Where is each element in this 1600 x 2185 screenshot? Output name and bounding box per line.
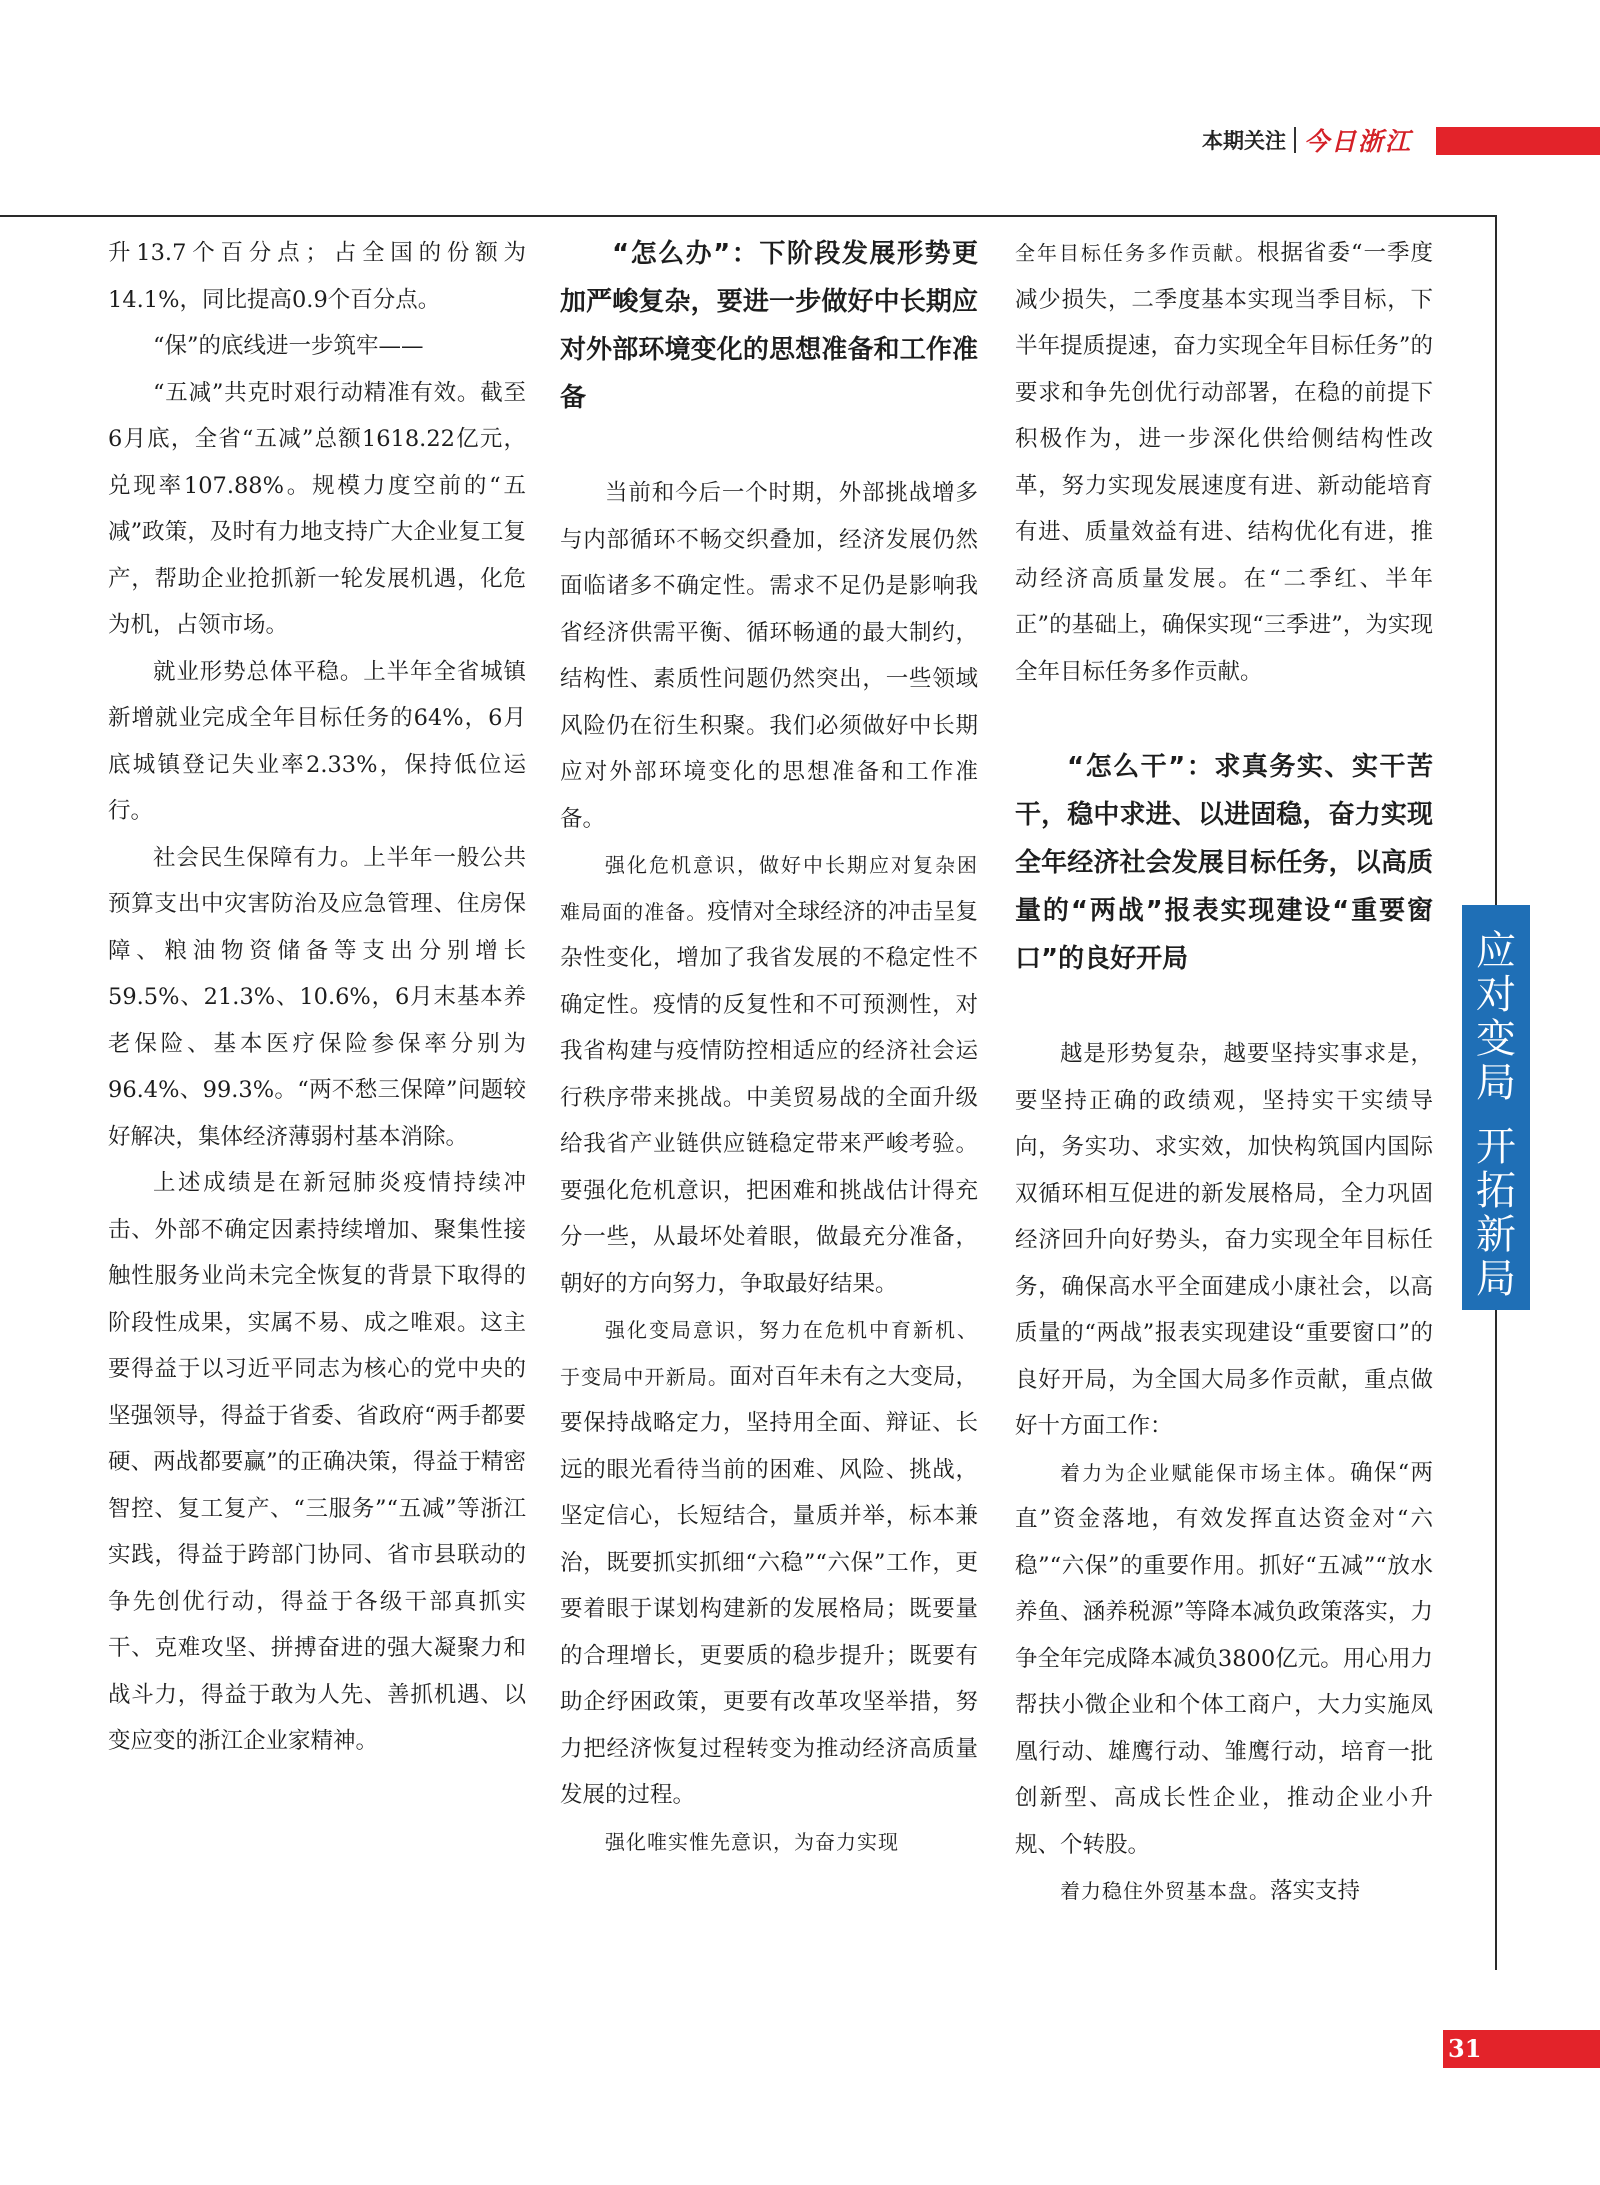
- header-red-bar: [1436, 127, 1600, 155]
- paragraph-body: 面对百年未有之大变局，要保持战略定力，坚持用全面、辩证、长远的眼光看待当前的困难、风险、挑战，坚定信心，长短结合，量质并举，标本兼治，既要抓实抓细“六稳”“六保”工作，更要着眼于谋划构建新的发展格局；既要量的合理增长，更要质的稳步提升；既要有助企纾困政策，更要有改革攻坚举措，努力把经济恢复过程转变为推动经济高质量发展的过程。: [560, 1363, 978, 1808]
- sidebar-char: 局: [1476, 1060, 1516, 1106]
- section-heading: “怎么办”：下阶段发展形势更加严峻复杂，要进一步做好中长期应对外部环境变化的思想准备和工作准备: [560, 239, 978, 413]
- paragraph-body: 落实支持: [1270, 1878, 1361, 1904]
- paragraph: 当前和今后一个时期，外部挑战增多与内部循环不畅交织叠加，经济发展仍然面临诸多不确定性。需求不足仍是影响我省经济供需平衡、循环畅通的最大制约，结构性、素质性问题仍然突出，一些领域风险仍在衍生积聚。我们必须做好中长期应对外部环境变化的思想准备和工作准备。: [560, 480, 978, 832]
- paragraph-body: 确保“两直”资金落地，有效发挥直达资金对“六稳”“六保”的重要作用。抓好“五减”“放水养鱼、涵养税源”等降本减负政策落实，力争全年完成降本减负3800亿元。用心用力帮扶小微企业和个体工商户，大力实施凤凰行动、雄鹰行动、雏鹰行动，培育一批创新型、高成长性企业，推动企业小升规、个转股。: [1015, 1459, 1433, 1858]
- header-divider: [1294, 127, 1296, 153]
- column-1: [108, 230, 526, 1765]
- sidebar-char: 对: [1476, 972, 1516, 1018]
- paragraph: [560, 1307, 978, 1819]
- paragraph-lead: 着力稳住外贸基本盘。: [1060, 1879, 1270, 1903]
- paragraph: 就业形势总体平稳。上半年全省城镇新增就业完成全年目标任务的64%，6月底城镇登记失业率2.33%，保持低位运行。: [108, 658, 526, 824]
- paragraph: [1015, 230, 1433, 695]
- top-rule: [0, 215, 1497, 217]
- sidebar-char: 开: [1476, 1124, 1516, 1170]
- paragraph: [560, 1819, 978, 1866]
- paragraph: [1015, 1868, 1433, 1915]
- sidebar-char: 拓: [1476, 1168, 1516, 1214]
- page-header: [1202, 124, 1412, 156]
- page-number: 31: [1448, 2034, 1482, 2063]
- paragraph-lead: 强化危机意识，做好中长期应对复杂困难局面的准备。: [560, 853, 978, 924]
- paragraph: [560, 842, 978, 1307]
- sidebar-char: 变: [1476, 1016, 1516, 1062]
- paragraph-body: 根据省委“一季度减少损失，二季度基本实现当季目标，下半年提质提速，奋力实现全年目标任务”的要求和争先创优行动部署，在稳的前提下积极作为，进一步深化供给侧结构性改革，努力实现发展速度有进、新动能培育有进、质量效益有进、结构优化有进，推动经济高质量发展。在“二季红、半年正”的基础上，确保实现“三季进”，为实现全年目标任务多作贡献。: [1015, 240, 1433, 685]
- section-heading: “怎么干”：求真务实、实干苦干，稳中求进、以进固稳，奋力实现全年经济社会发展目标任务，以高质量的“两战”报表实现建设“重要窗口”的良好开局: [1015, 752, 1433, 974]
- column-name: 本期关注: [1202, 129, 1286, 153]
- paragraph: 上述成绩是在新冠肺炎疫情持续冲击、外部不确定因素持续增加、聚集性接触性服务业尚未完全恢复的背景下取得的阶段性成果，实属不易、成之唯艰。这主要得益于以习近平同志为核心的党中央的坚强领导，得益于省委、省政府“两手都要硬、两战都要赢”的正确决策，得益于精密智控、复工复产、“三服务”“五减”等浙江实践，得益于跨部门协同、省市县联动的争先创优行动，得益于各级干部真抓实干、克难攻坚、拼搏奋进的强大凝聚力和战斗力，得益于敢为人先、善抓机遇、以变应变的浙江企业家精神。: [108, 1170, 526, 1754]
- sidebar-char: 应: [1476, 928, 1516, 974]
- paragraph-lead: 着力为企业赋能保市场主体。: [1060, 1460, 1351, 1485]
- paragraph-body: 疫情对全球经济的冲击呈复杂性变化，增加了我省发展的不稳定性不确定性。疫情的反复性和不可预测性，对我省构建与疫情防控相适应的经济社会运行秩序带来挑战。中美贸易战的全面升级给我省产业链供应链稳定带来严峻考验。要强化危机意识，把困难和挑战估计得充分一些，从最坏处着眼，做最充分准备，朝好的方向努力，争取最好结果。: [560, 898, 978, 1297]
- paragraph: “保”的底线进一步筑牢——: [153, 333, 424, 359]
- paragraph: 越是形势复杂，越要坚持实事求是，要坚持正确的政绩观，坚持实干实绩导向，务实功、求实效，加快构筑国内国际双循环相互促进的新发展格局，全力巩固经济回升向好势头，奋力实现全年目标任务，确保高水平全面建成小康社会，以高质量的“两战”报表实现建设“重要窗口”的良好开局，为全国大局多作贡献，重点做好十方面工作：: [1015, 1041, 1433, 1439]
- paragraph: 升13.7个百分点；占全国的份额为14.1%，同比提高0.9个百分点。: [108, 240, 526, 313]
- paragraph-lead: 全年目标任务多作贡献。: [1015, 241, 1257, 265]
- sidebar-char: 局: [1476, 1256, 1516, 1302]
- paragraph-lead: 强化变局意识，努力在危机中育新机、于变局中开新局。: [560, 1318, 978, 1389]
- column-3: [1015, 230, 1433, 1915]
- paragraph: “五减”共克时艰行动精准有效。截至6月底，全省“五减”总额1618.22亿元，兑现率107.88%。规模力度空前的“五减”政策，及时有力地支持广大企业复工复产，帮助企业抢抓新一轮发展机遇，化危为机，占领市场。: [108, 379, 526, 638]
- sidebar-char: 新: [1476, 1212, 1516, 1258]
- magazine-logo: 今日浙江: [1304, 127, 1413, 156]
- column-2: [560, 230, 978, 1865]
- sidebar-gap: [1462, 1105, 1530, 1125]
- paragraph-lead: 强化唯实惟先意识，为奋力实现: [605, 1829, 899, 1854]
- section-sidebar-tab: [1462, 905, 1530, 1310]
- paragraph: 社会民生保障有力。上半年一般公共预算支出中灾害防治及应急管理、住房保障、粮油物资储备等支出分别增长59.5%、21.3%、10.6%，6月末基本养老保险、基本医疗保险参保率分别为96.4%、99.3%。“两不愁三保障”问题较好解决，集体经济薄弱村基本消除。: [108, 844, 526, 1150]
- paragraph: [1015, 1450, 1433, 1869]
